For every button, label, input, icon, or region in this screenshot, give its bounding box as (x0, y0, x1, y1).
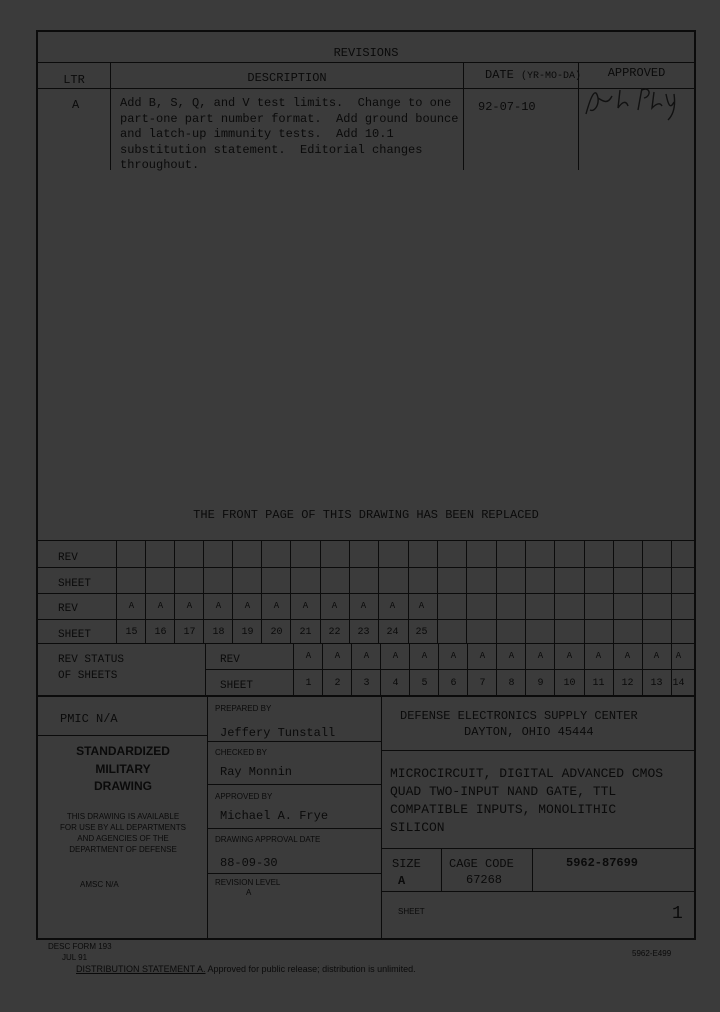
distribution-label: DISTRIBUTION STATEMENT A. (76, 964, 206, 974)
grid-cell: 5 (421, 678, 428, 689)
grid-cell: 19 (241, 627, 254, 638)
title-line-1: MICROCIRCUIT, DIGITAL ADVANCED CMOS (390, 766, 664, 781)
grid-cell: A (595, 651, 602, 661)
col-date-label: DATE (485, 68, 514, 82)
grid-cell: 1 (305, 678, 312, 689)
title-line-2: QUAD TWO-INPUT NAND GATE, TTL (390, 784, 617, 799)
prepared-label: PREPARED BY (215, 704, 272, 713)
grid-cell: 11 (592, 678, 605, 689)
grid-cell: 17 (183, 627, 196, 638)
checked-by: Ray Monnin (220, 765, 293, 779)
grid-cell: 20 (270, 627, 283, 638)
tb-h-pmic (38, 735, 208, 736)
grid-cell: 15 (125, 627, 138, 638)
grid-cell: A (302, 601, 309, 611)
replaced-notice: THE FRONT PAGE OF THIS DRAWING HAS BEEN REPLACED (193, 508, 539, 522)
revision-level-label: REVISION LEVEL (215, 878, 281, 887)
approval-signature (582, 82, 682, 122)
approval-date: 88-09-30 (220, 856, 278, 870)
grid-row5-values (294, 644, 694, 669)
grid-h0 (38, 540, 694, 541)
grid-vline (525, 540, 526, 643)
tb-v2 (381, 697, 382, 938)
std-line-3: DRAWING (94, 779, 152, 793)
agency-line-1: DEFENSE ELECTRONICS SUPPLY CENTER (400, 709, 638, 723)
grid-cell: A (392, 651, 399, 661)
title-line-3: COMPATIBLE INPUTS, MONOLITHIC (390, 802, 617, 817)
grid-cell: 22 (328, 627, 341, 638)
grid-cell: A (273, 601, 280, 611)
grid-cell: 6 (450, 678, 457, 689)
size-label: SIZE (392, 857, 421, 871)
std-line-2: MILITARY (95, 762, 151, 776)
tb-h-approve (208, 828, 382, 829)
form-line-1: DESC FORM 193 (48, 942, 112, 951)
tb-h-size (382, 891, 694, 892)
grid-cell: A (653, 651, 660, 661)
rev-status-label-2: OF SHEETS (58, 670, 118, 682)
frame-top (36, 30, 696, 32)
grid-vline (496, 540, 497, 643)
grid-cell: A (389, 601, 396, 611)
approved-label: APPROVED BY (215, 792, 273, 801)
grid-cell: 12 (621, 678, 634, 689)
sheet-number: 1 (672, 904, 683, 924)
col-date (485, 68, 581, 82)
grid-cell: A (675, 651, 682, 661)
grid-cell: 9 (537, 678, 544, 689)
rev-status-label-1: REV STATUS (58, 654, 125, 666)
avail-line-1: THIS DRAWING IS AVAILABLE (66, 812, 180, 821)
grid-cell: A (450, 651, 457, 661)
grid-cell: 4 (392, 678, 399, 689)
grid-cell: 25 (415, 627, 428, 638)
distribution-text: Approved for public release; distribution is unlimited. (207, 964, 416, 974)
checked-label: CHECKED BY (215, 748, 268, 757)
rev-entry-date: 92-07-10 (478, 100, 536, 114)
col-approved: APPROVED (607, 66, 666, 80)
grid-vline (554, 540, 555, 643)
col-ltr: LTR (63, 73, 85, 87)
grid-vline (466, 540, 467, 643)
grid-cell: A (537, 651, 544, 661)
avail-line-3: AND AGENCIES OF THE (77, 834, 169, 843)
grid-cell: A (624, 651, 631, 661)
frame-left (36, 30, 38, 940)
rev-entry-description: Add B, S, Q, and V test limits. Change to one part-one part number format. Add ground bounce and latch-up immunity tests. Add 10.1 substitution statement. Editorial changes throughout. (120, 96, 459, 172)
tb-h-title (382, 848, 694, 849)
tb-h-date (208, 873, 382, 874)
grid-cell: A (331, 601, 338, 611)
tb-h-prep (208, 741, 382, 742)
grid-cell: A (244, 601, 251, 611)
col-description: DESCRIPTION (247, 71, 327, 85)
size-value: A (398, 874, 406, 888)
grid-row2-label: SHEET (58, 578, 92, 590)
grid-cell: A (360, 601, 367, 611)
grid-cell: 24 (386, 627, 399, 638)
grid-cell: A (418, 601, 425, 611)
footer-code: 5962-E499 (632, 949, 672, 958)
frame-bottom (36, 938, 696, 940)
std-line-1: STANDARDIZED (76, 744, 170, 758)
amsc: AMSC N/A (80, 880, 119, 889)
avail-line-2: FOR USE BY ALL DEPARTMENTS (60, 823, 186, 832)
grid-cell: A (128, 601, 135, 611)
grid-row6-values (294, 670, 694, 695)
pmic: PMIC N/A (60, 712, 118, 726)
doc-number: 5962-87699 (566, 856, 639, 870)
grid-cell: A (363, 651, 370, 661)
grid-cell: A (508, 651, 515, 661)
grid-cell: A (479, 651, 486, 661)
tb-h-agency (382, 750, 694, 751)
grid-cell: A (157, 601, 164, 611)
revisions-title: REVISIONS (333, 46, 399, 60)
grid-status-divider (205, 643, 206, 696)
grid-row4-label: SHEET (58, 629, 92, 641)
grid-cell: 18 (212, 627, 225, 638)
grid-cell: A (305, 651, 312, 661)
grid-vline (613, 540, 614, 643)
rev-entry-ltr: A (72, 98, 80, 112)
cage-value: 67268 (466, 873, 503, 887)
approval-date-label: DRAWING APPROVAL DATE (215, 835, 321, 844)
grid-row5-label: REV (220, 654, 240, 666)
grid-cell: A (186, 601, 193, 611)
prepared-by: Jeffery Tunstall (220, 726, 336, 740)
grid-h6 (38, 695, 694, 697)
grid-row3-values (117, 594, 447, 619)
sheet-label: SHEET (398, 907, 425, 916)
grid-vline (584, 540, 585, 643)
title-line-4: SILICON (390, 820, 445, 835)
frame-right (694, 30, 696, 940)
grid-row6-label: SHEET (220, 680, 254, 692)
grid-cell: A (215, 601, 222, 611)
grid-cell: 21 (299, 627, 312, 638)
grid-vline (671, 540, 672, 643)
rev-vline-2 (463, 62, 464, 170)
avail-line-4: DEPARTMENT OF DEFENSE (69, 845, 177, 854)
revision-level: A (246, 888, 252, 897)
grid-cell: 7 (479, 678, 486, 689)
grid-cell: 23 (357, 627, 370, 638)
grid-vline (642, 540, 643, 643)
agency-line-2: DAYTON, OHIO 45444 (464, 725, 594, 739)
grid-cell: 14 (672, 678, 685, 689)
grid-cell: A (566, 651, 573, 661)
grid-h1 (38, 567, 694, 568)
grid-cell: 2 (334, 678, 341, 689)
rev-line-1 (38, 62, 694, 63)
grid-cell: A (421, 651, 428, 661)
grid-row3-label: REV (58, 603, 78, 615)
tb-h-check (208, 784, 382, 785)
tb-v-cage (532, 848, 533, 891)
distribution-statement (76, 964, 416, 975)
grid-cell: A (334, 651, 341, 661)
grid-cell: 8 (508, 678, 515, 689)
cage-label: CAGE CODE (449, 857, 514, 871)
grid-cell: 10 (563, 678, 576, 689)
grid-row1-label: REV (58, 552, 78, 564)
grid-cell: 13 (650, 678, 663, 689)
grid-cell: 3 (363, 678, 370, 689)
form-line-2: JUL 91 (62, 953, 88, 962)
grid-cell: 16 (154, 627, 167, 638)
approved-by: Michael A. Frye (220, 809, 329, 823)
grid-row4-values (117, 619, 447, 644)
col-date-format: (YR-MO-DA) (521, 71, 582, 82)
tb-v-size (441, 848, 442, 891)
